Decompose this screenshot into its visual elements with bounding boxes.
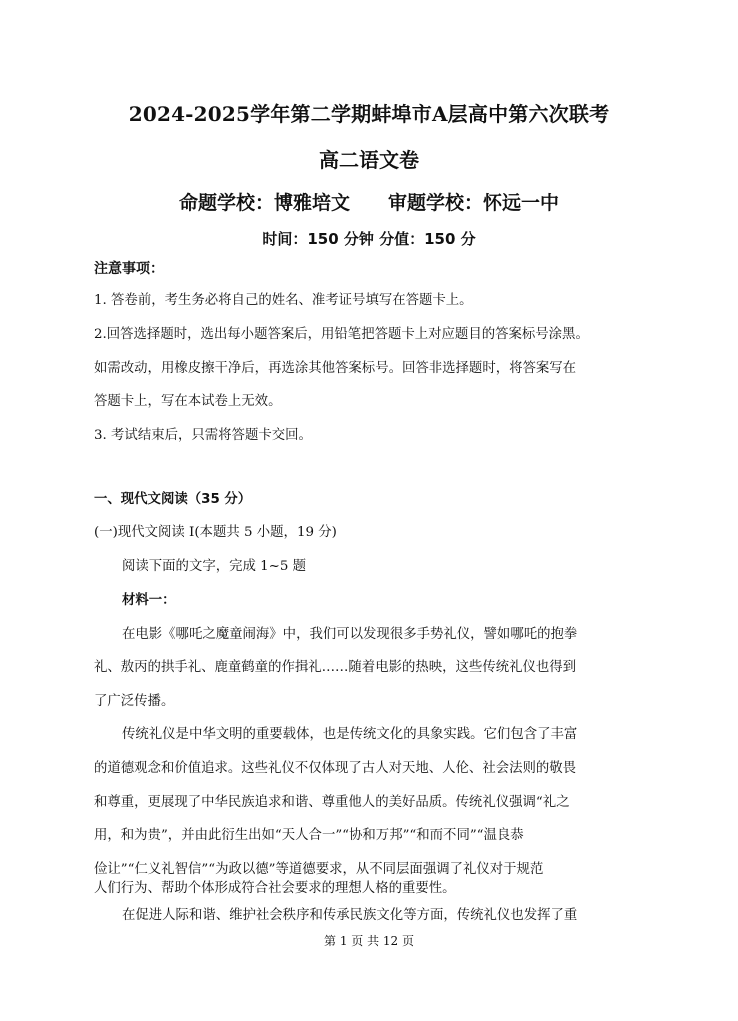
passage-line: 礼、敖丙的拱手礼、鹿童鹤童的作揖礼……随着电影的热映，这些传统礼仪也得到 [94, 660, 577, 675]
notice-line: 如需改动，用橡皮擦干净后，再选涂其他答案标号。回答非选择题时，将答案写在 [94, 361, 577, 376]
time-and-score: 时间：150 分钟 分值：150 分 [262, 230, 476, 248]
reviewing-school: 审题学校：怀远一中 [388, 192, 560, 214]
notice-line: 答题卡上，写在本试卷上无效。 [94, 394, 282, 409]
proposing-school: 命题学校：博雅培文 [178, 192, 350, 214]
passage-line: 用，和为贵”，并由此衍生出如“天人合一”“协和万邦”“和而不同”“温良恭 [94, 828, 524, 843]
passage-line: 了广泛传播。 [94, 694, 175, 709]
exam-title: 2024-2025学年第二学期蚌埠市A层高中第六次联考 [128, 102, 610, 126]
passage-line: 传统礼仪是中华文明的重要载体，也是传统文化的具象实践。它们包含了丰富 [122, 727, 578, 742]
passage-line: 人们行为、帮助个体形成符合社会要求的理想人格的重要性。 [94, 881, 456, 896]
notice-line: 1. 答卷前，考生务必将自己的姓名、准考证号填写在答题卡上。 [94, 293, 473, 308]
exam-subtitle: 高二语文卷 [319, 148, 419, 172]
passage-line: 的道德观念和价值追求。这些礼仪不仅体现了古人对天地、人伦、社会法则的敬畏 [94, 761, 577, 776]
page-number: 第 1 页 共 12 页 [324, 934, 414, 948]
notice-line: 3. 考试结束后，只需将答题卡交回。 [94, 428, 312, 443]
notice-line: 2.回答选择题时，选出每小题答案后，用铅笔把答题卡上对应题目的答案标号涂黑。 [94, 327, 589, 342]
subsection-heading: (一)现代文阅读 I(本题共 5 小题，19 分) [94, 525, 337, 540]
section-heading: 一、现代文阅读（35 分） [94, 492, 252, 507]
passage-line: 和尊重，更展现了中华民族追求和谐、尊重他人的美好品质。传统礼仪强调“礼之 [94, 795, 570, 810]
passage-line: 在电影《哪吒之魔童闹海》中，我们可以发现很多手势礼仪，譬如哪吒的抱拳 [122, 627, 578, 642]
material-label: 材料一： [122, 593, 176, 608]
passage-line: 俭让”“仁义礼智信”“为政以德”等道德要求，从不同层面强调了礼仪对于规范 [94, 862, 544, 877]
reading-instruction: 阅读下面的文字，完成 1~5 题 [122, 559, 307, 574]
school-info [0, 188, 738, 215]
passage-line: 在促进人际和谐、维护社会秩序和传承民族文化等方面，传统礼仪也发挥了重 [122, 908, 578, 923]
notice-heading: 注意事项： [94, 261, 164, 277]
